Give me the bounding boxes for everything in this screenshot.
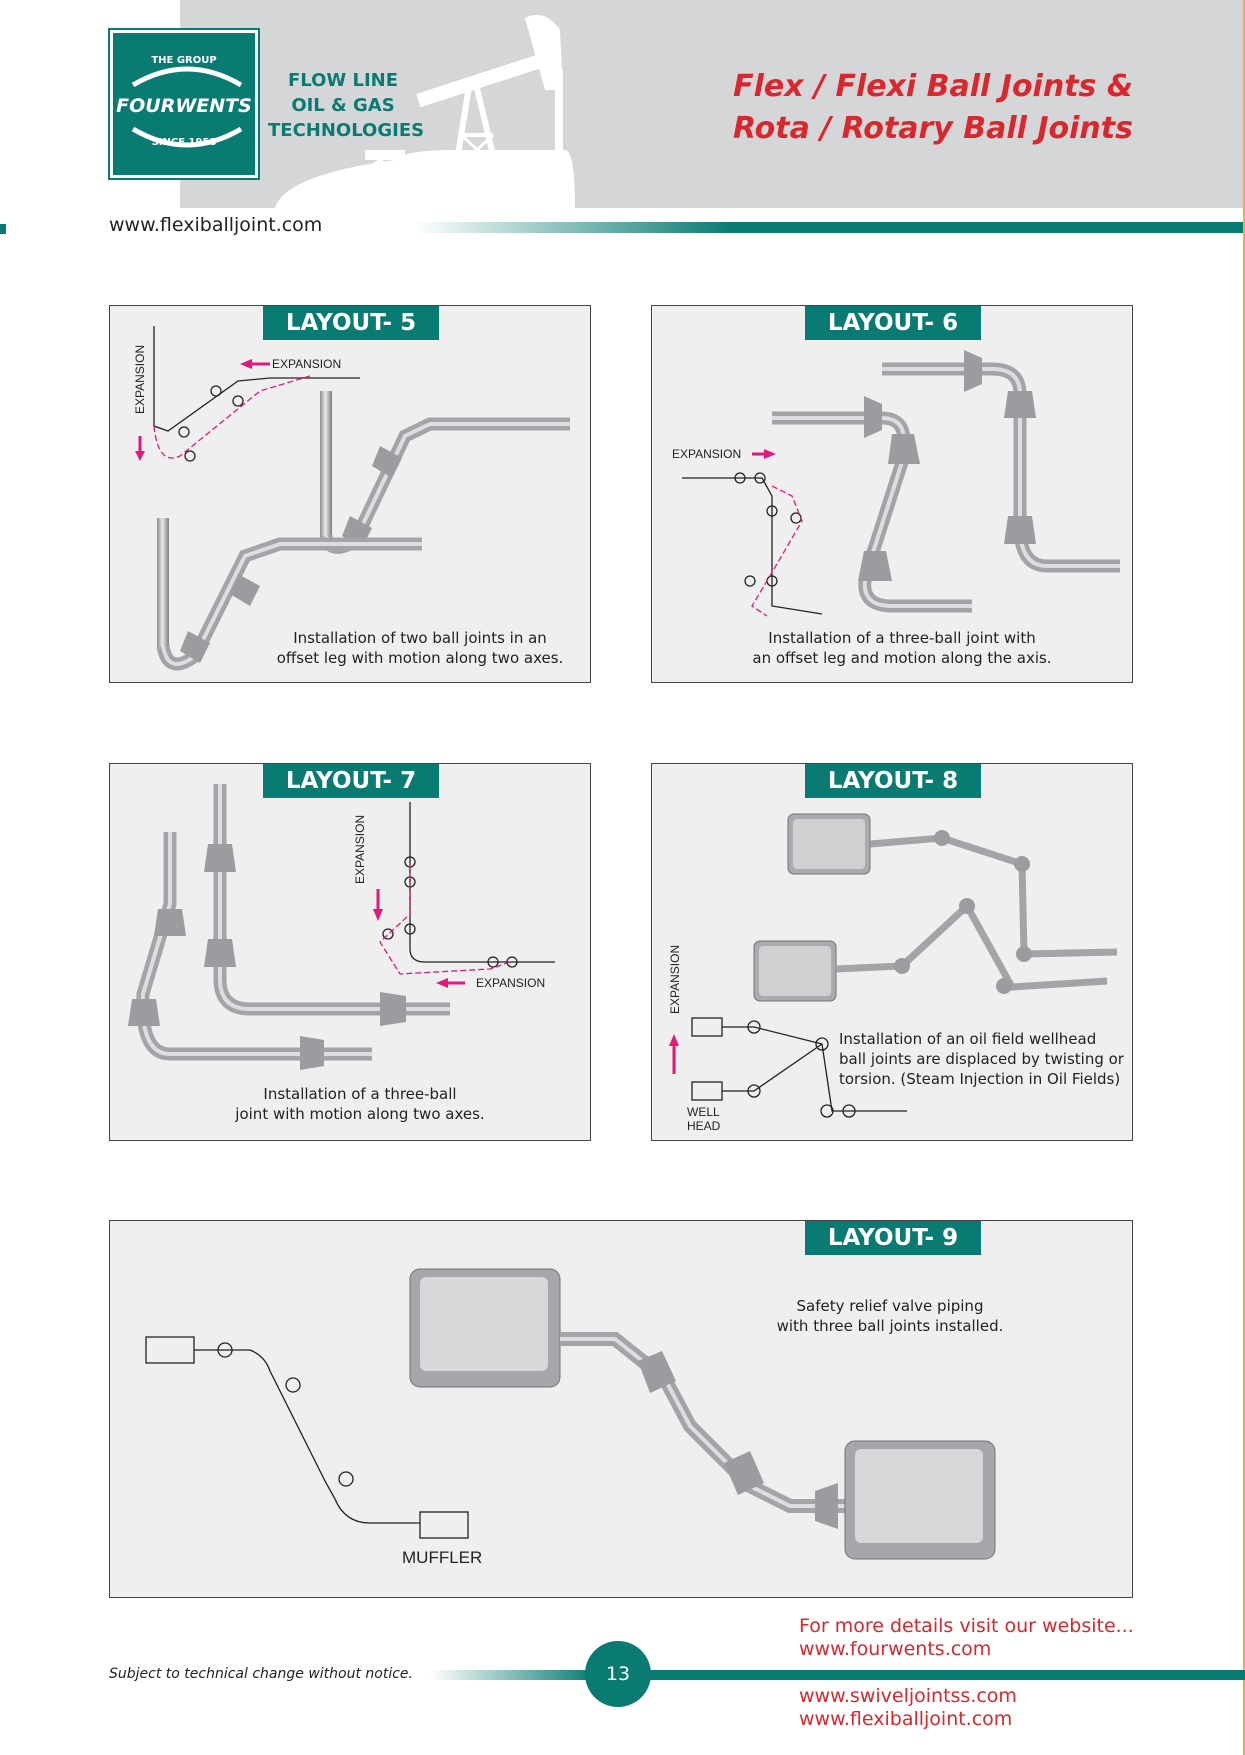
- footer-divider-left: [430, 1670, 595, 1680]
- layout-6-panel: [651, 305, 1133, 683]
- oil-pump-rig-graphic: [395, 0, 615, 208]
- layout-5-caption: [260, 628, 580, 668]
- layout-7-panel: [109, 763, 591, 1141]
- layout-6-expansion: EXPANSION: [672, 447, 742, 461]
- header-website-link[interactable]: www.flexiballjoint.com: [109, 214, 323, 236]
- layout-6-badge: LAYOUT- 6: [805, 306, 981, 340]
- caption-line: an offset leg and motion along the axis.: [752, 649, 1052, 667]
- more-details: [799, 1615, 1134, 1661]
- layout-9-muffler: MUFFLER: [402, 1548, 483, 1567]
- logo-name: FOURWENTS: [116, 95, 252, 117]
- more-websites: [799, 1685, 1017, 1731]
- page-title: [733, 66, 1133, 150]
- caption-line: Safety relief valve piping: [796, 1297, 984, 1315]
- website-link-swiveljoints[interactable]: www.swiveljointss.com: [799, 1685, 1017, 1707]
- brand-line: FLOW LINE: [287, 70, 399, 91]
- layout-8-panel: [651, 763, 1133, 1141]
- layout-7-expansion-v: EXPANSION: [353, 814, 367, 884]
- layout-8-caption: [839, 1029, 1129, 1089]
- disclaimer-note: Subject to technical change without notice.: [109, 1666, 413, 1682]
- title-line: Rota / Rotary Ball Joints: [733, 111, 1133, 146]
- layout-7-caption: [200, 1084, 520, 1124]
- header-divider: [415, 222, 1245, 233]
- caption-line: joint with motion along two axes.: [235, 1105, 485, 1123]
- layout-9-badge: LAYOUT- 9: [805, 1221, 981, 1255]
- brand-line: OIL & GAS: [291, 95, 395, 116]
- left-accent-mark: [0, 224, 6, 234]
- caption-line: Installation of an oil field wellhead: [839, 1030, 1097, 1048]
- layout-5-badge: LAYOUT- 5: [263, 306, 439, 340]
- layout-7-badge: LAYOUT- 7: [263, 764, 439, 798]
- caption-line: Installation of a three-ball joint with: [768, 629, 1036, 647]
- layout-6-caption: [722, 628, 1082, 668]
- layout-8-well: WELL: [687, 1105, 720, 1119]
- layout-9-caption: [740, 1296, 1040, 1336]
- brand-tagline: [268, 68, 425, 143]
- layout-9-diagram: [110, 1221, 1134, 1599]
- caption-line: Installation of two ball joints in an: [293, 629, 547, 647]
- more-details-text: For more details visit our website...: [799, 1615, 1134, 1637]
- logo-tagline: THE GROUP: [151, 55, 217, 66]
- layout-9-panel: [109, 1220, 1133, 1598]
- caption-line: torsion. (Steam Injection in Oil Fields): [839, 1070, 1121, 1088]
- brand-line: TECHNOLOGIES: [268, 120, 425, 141]
- layout-5-panel: [109, 305, 591, 683]
- layout-5-expansion-h: EXPANSION: [272, 357, 342, 371]
- website-link-flexiballjoint[interactable]: www.flexiballjoint.com: [799, 1708, 1013, 1730]
- website-link-fourwents[interactable]: www.fourwents.com: [799, 1638, 992, 1660]
- caption-line: Installation of a three-ball: [263, 1085, 457, 1103]
- layout-7-expansion-h: EXPANSION: [476, 976, 546, 990]
- page-number: 13: [585, 1641, 651, 1707]
- footer-divider-right: [650, 1670, 1245, 1680]
- layout-8-badge: LAYOUT- 8: [805, 764, 981, 798]
- title-line: Flex / Flexi Ball Joints &: [733, 69, 1133, 104]
- layout-8-head: HEAD: [687, 1119, 721, 1133]
- logo-since: SINCE 1958: [151, 137, 217, 148]
- caption-line: ball joints are displaced by twisting or: [839, 1050, 1124, 1068]
- layout-5-expansion-v: EXPANSION: [133, 344, 147, 414]
- caption-line: with three ball joints installed.: [776, 1317, 1004, 1335]
- layout-8-expansion: EXPANSION: [668, 944, 682, 1014]
- company-logo: [110, 30, 258, 178]
- caption-line: offset leg with motion along two axes.: [276, 649, 564, 667]
